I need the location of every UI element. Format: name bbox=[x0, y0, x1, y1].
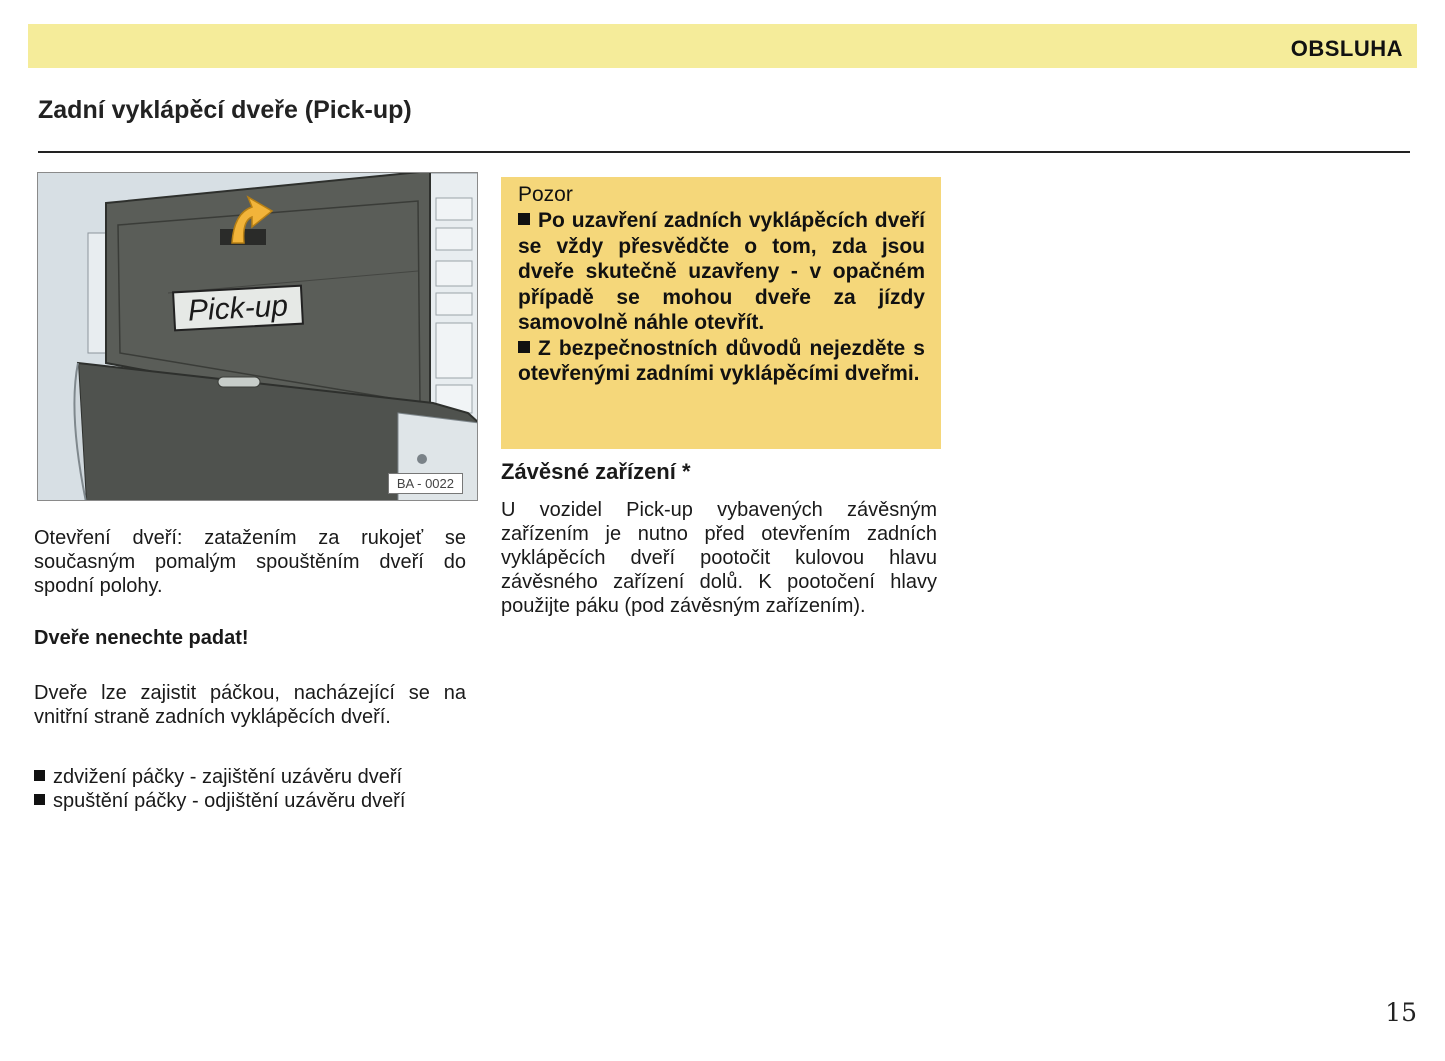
hitch-heading: Závěsné zařízení * bbox=[501, 459, 691, 484]
caution-item: Z bezpečnostních důvodů nejezděte s otevřenými zadními vyklápěcími dveřmi. bbox=[518, 336, 925, 385]
bullet-square-icon bbox=[518, 213, 530, 225]
section-label: OBSLUHA bbox=[1290, 36, 1403, 61]
figure-code: BA - 0022 bbox=[388, 473, 463, 494]
list-item: zdvižení páčky - zajištění uzávěru dveří bbox=[34, 765, 466, 789]
caution-item: Po uzavření zadních vyklápěcích dveří se vždy přesvědčte o tom, zda jsou dveře skutečně uzavřeny - v opačném případě se mohou dveře za jízdy samovolně náhle otevřít. bbox=[518, 209, 925, 334]
handle bbox=[218, 377, 260, 387]
list-item: spuštění páčky - odjištění uzávěru dveří bbox=[34, 789, 466, 813]
tailgate-drawing bbox=[38, 173, 478, 501]
page-number: 15 bbox=[1385, 998, 1417, 1027]
bullet-square-icon bbox=[518, 341, 530, 353]
header-band bbox=[28, 24, 1417, 68]
left-light-cluster bbox=[88, 233, 106, 353]
figure-label: Pick-up bbox=[187, 289, 289, 328]
caution-title: Pozor bbox=[518, 183, 573, 206]
title-divider bbox=[38, 151, 1410, 153]
bullet-square-icon bbox=[34, 794, 45, 805]
caution-box bbox=[501, 177, 941, 449]
hitch-paragraph: U vozidel Pick-up vybavených závěsným zařízením je nutno před otevřením zadních vyklápěcích dveří pootočit kulovou hlavu závěsného zařízení dolů. K pootočení hlavy použijte páku (pod závěsným zařízením). bbox=[501, 499, 937, 617]
lock-paragraph: Dveře lze zajistit páčkou, nacházející se na vnitřní straně zadních vyklápěcích dveří. bbox=[34, 682, 466, 728]
tailgate-illustration bbox=[37, 172, 478, 501]
bullet-square-icon bbox=[34, 770, 45, 781]
warning-heading: Dveře nenechte padat! bbox=[34, 627, 249, 649]
page-title: Zadní vyklápěcí dveře (Pick-up) bbox=[38, 96, 412, 124]
figure-caption: Otevření dveří: zatažením za rukojeť se současným pomalým spouštěním dveří do spodní polohy. bbox=[34, 527, 466, 597]
